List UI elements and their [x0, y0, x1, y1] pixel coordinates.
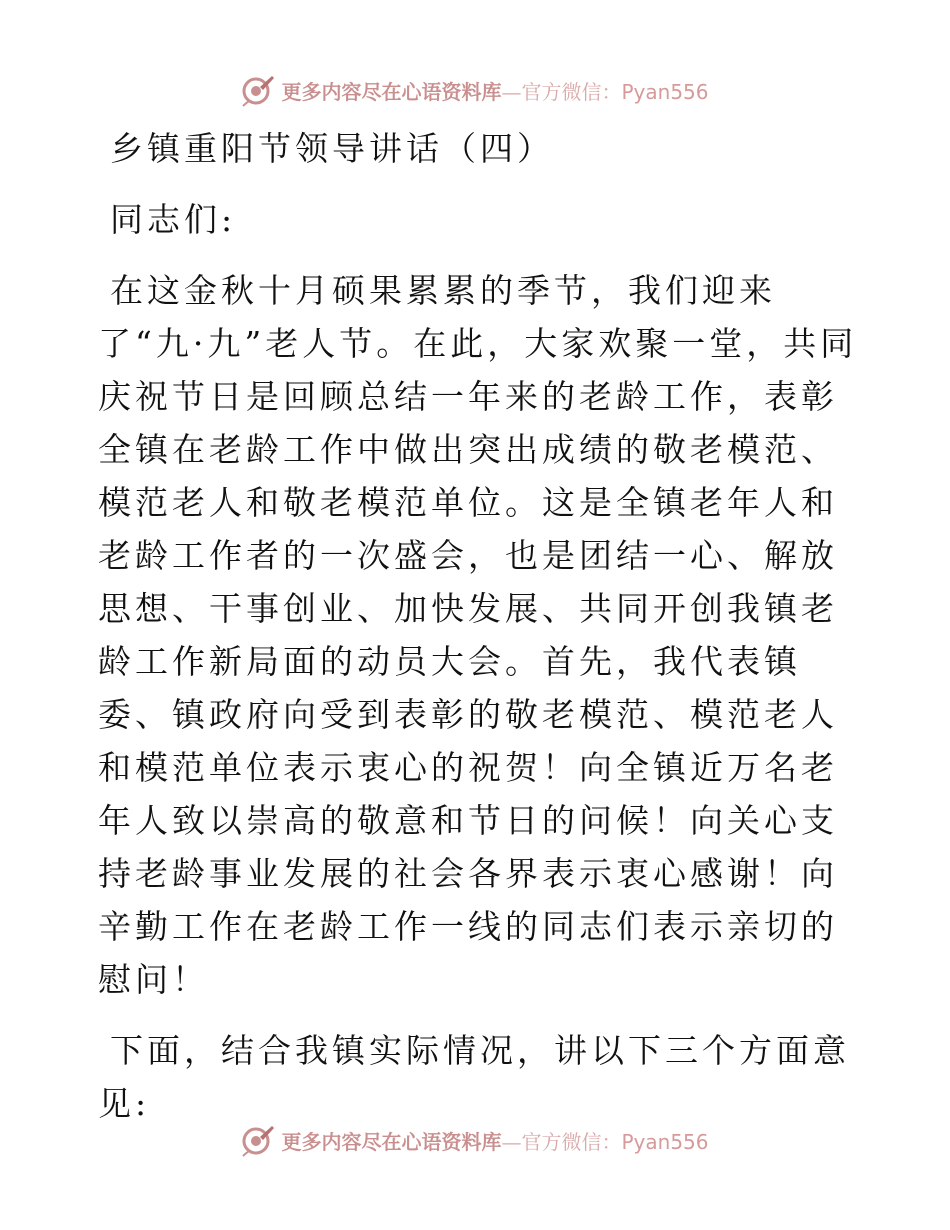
- document-body: [98, 122, 858, 1148]
- salutation: 同志们:: [110, 200, 237, 239]
- document-title: 乡镇重阳节领导讲话（四）: [110, 129, 554, 168]
- watermark-brand: 更多内容尽在心语资料库: [281, 79, 502, 104]
- pen-seal-icon: [241, 73, 275, 107]
- watermark-separator: —: [501, 1129, 522, 1154]
- footer-watermark: [0, 1120, 950, 1160]
- paragraph-transition: 下面，结合我镇实际情况，讲以下三个方面意见:: [98, 1031, 850, 1123]
- watermark-official-label: 官方微信：: [521, 79, 622, 104]
- paragraph-opening: 在这金秋十月硕果累累的季节，我们迎来了“九·九”老人节。在此，大家欢聚一堂，共同庆祝节日是回顾总结一年来的老龄工作，表彰全镇在老龄工作中做出突出成绩的敬老模范、模范老人和敬老模范单位。这是全镇老年人和老龄工作者的一次盛会，也是团结一心、解放思想、干事创业、加快发展、共同开创我镇老龄工作新局面的动员大会。首先，我代表镇委、镇政府向受到表彰的敬老模范、模范老人和模范单位表示衷心的祝贺！向全镇近万名老年人致以崇高的敬意和节日的问候！向关心支持老龄事业发展的社会各界表示衷心感谢！向辛勤工作在老龄工作一线的同志们表示亲切的慰问！: [98, 271, 858, 999]
- watermark-text: [281, 76, 708, 105]
- header-watermark: [0, 70, 950, 110]
- watermark-brand: 更多内容尽在心语资料库: [281, 1129, 502, 1154]
- watermark-wechat-id: Pyan556: [621, 1129, 709, 1154]
- watermark-text: [281, 1126, 708, 1155]
- watermark-official-label: 官方微信：: [521, 1129, 622, 1154]
- watermark-wechat-id: Pyan556: [621, 79, 709, 104]
- pen-seal-icon: [241, 1123, 275, 1157]
- watermark-separator: —: [501, 79, 522, 104]
